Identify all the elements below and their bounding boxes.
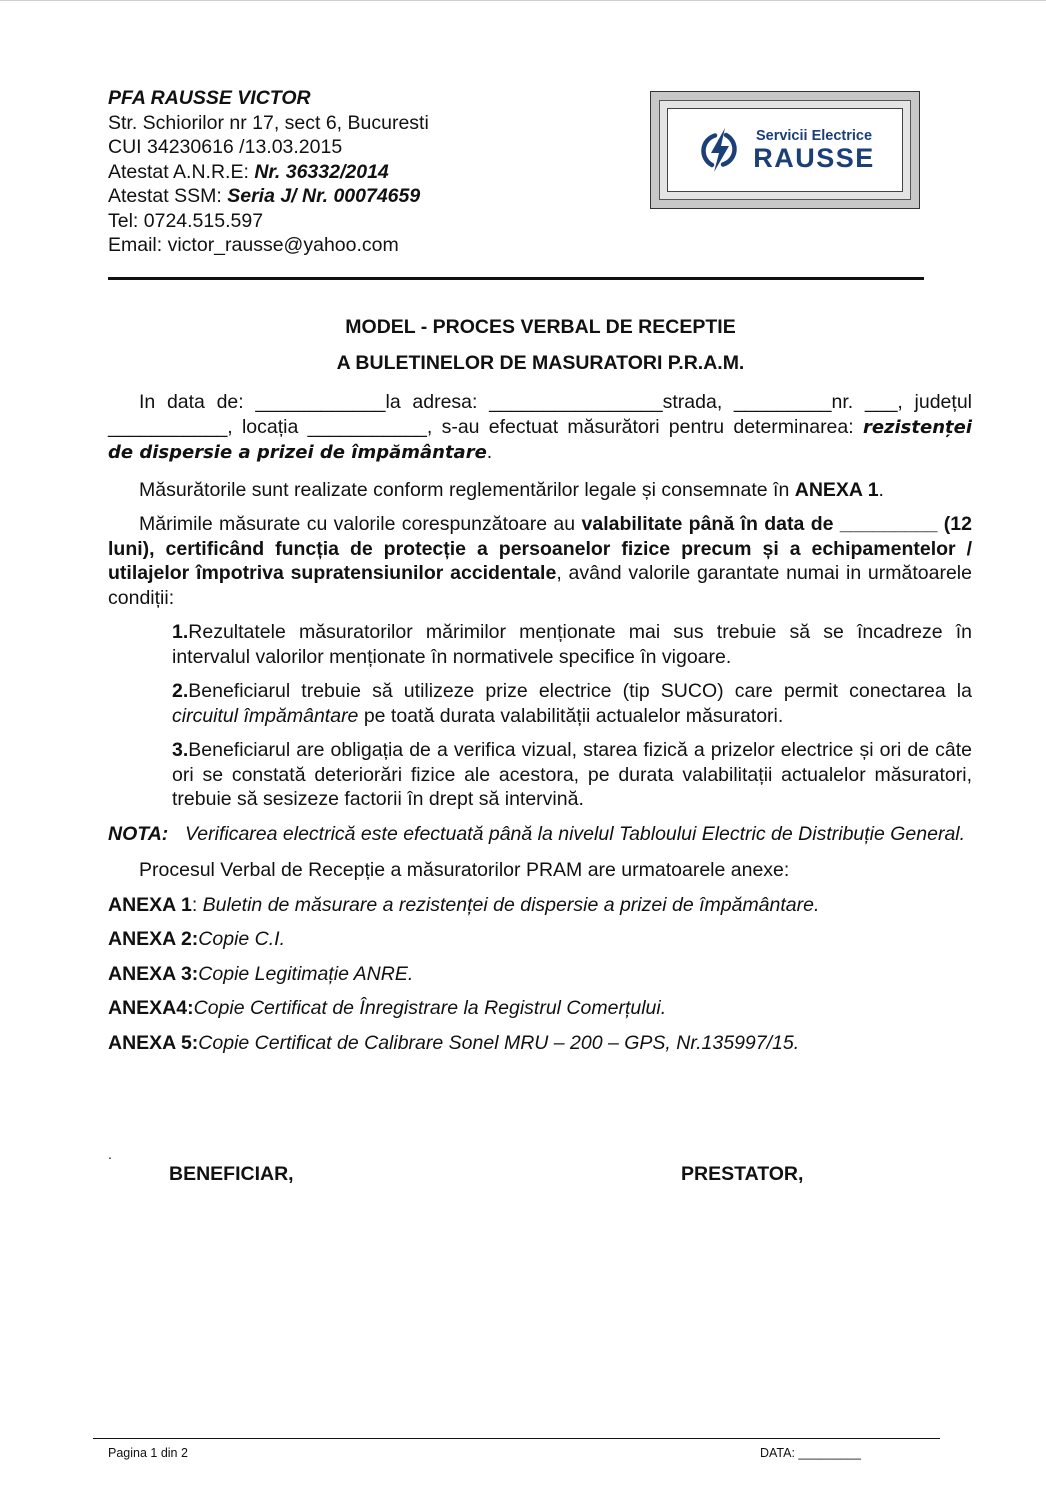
company-info — [108, 86, 429, 258]
note — [108, 822, 972, 847]
paragraph-validity: Mărimile măsurate cu valorile corespunzătoare au valabilitate până în data de _________ (12 luni), certificând funcția de protecție a persoanelor fizice precum și a echipamentelor / utilajelor împotriva supratensiunilor accidentale, având valorile garantate numai in următoarele condiții: — [108, 513, 972, 609]
annexes-intro: Procesul Verbal de Recepție a măsuratorilor PRAM are urmatoarele anexe: — [139, 859, 790, 881]
ssm-label: Atestat SSM: — [108, 185, 228, 207]
ssm-certificate — [108, 184, 429, 209]
paragraph-regulations: Măsurătorile sunt realizate conform reglementărilor legale și consemnate în ANEXA 1. — [139, 478, 884, 501]
note-text: Verificarea electrică este efectuată până la nivelul Tabloului Electric de Distribuție General. — [185, 822, 966, 845]
footer-divider — [93, 1438, 940, 1439]
lightning-bolt-icon — [695, 126, 743, 174]
company-logo — [650, 91, 920, 209]
anre-certificate — [108, 160, 429, 185]
measurement-subject: rezistenței de dispersie a prizei de împământare — [108, 416, 972, 463]
paragraph-location: In data de: ____________la adresa: ________________strada, _________nr. ___, județul ___________, locația ___________, s-au efectuat măsurători pentru determinarea: rezistenței de dispersie a prizei de împământare. — [108, 391, 972, 463]
condition-item: 2.Beneficiarul trebuie să utilizeze prize electrice (tip SUCO) care permit conectarea la circuitul împământare pe toată durata valabilității actualelor măsuratori. — [172, 680, 972, 727]
ssm-number: Seria J/ Nr. 00074659 — [227, 185, 421, 207]
annex-item: ANEXA 3:Copie Legitimație ANRE. — [108, 962, 414, 985]
page-number: Pagina 1 din 2 — [108, 1446, 188, 1460]
document-title-line-2: A BULETINELOR DE MASURATORI P.R.A.M. — [336, 352, 745, 374]
company-email: Email: victor_rausse@yahoo.com — [108, 234, 399, 256]
stray-dot: . — [108, 1146, 112, 1162]
provider-signature-label: PRESTATOR, — [681, 1163, 804, 1185]
condition-item: 1.Rezultatele măsuratorilor mărimilor menționate mai sus trebuie să se încadreze în intervalul valorilor menționate în normativele specifice în vigoare. — [172, 621, 972, 668]
anre-number: Nr. 36332/2014 — [254, 160, 389, 183]
annex-item: ANEXA 2:Copie C.I. — [108, 928, 285, 950]
company-address: Str. Schiorilor nr 17, sect 6, Bucuresti — [108, 111, 429, 134]
footer-date: DATA: _________ — [760, 1446, 861, 1460]
company-cui: CUI 34230616 /13.03.2015 — [108, 136, 343, 158]
annex-item: ANEXA 5:Copie Certificat de Calibrare Sonel MRU – 200 – GPS, Nr.135997/15. — [108, 1031, 800, 1054]
beneficiary-signature-label: BENEFICIAR, — [169, 1163, 294, 1185]
document-title-line-1: MODEL - PROCES VERBAL DE RECEPTIE — [345, 316, 736, 338]
note-label: NOTA: — [108, 822, 169, 845]
annex-item: ANEXA 1: Buletin de măsurare a rezistenței de dispersie a prizei de împământare. — [108, 893, 820, 916]
document-body — [108, 390, 972, 1065]
anre-label: Atestat A.N.R.E: — [108, 160, 255, 183]
annex-reference: ANEXA 1 — [794, 478, 879, 501]
validity-statement: valabilitate până în data de _________ (12 luni), certificând funcția de protecție a persoanelor fizice precum și a echipamentelor / utilajelor împotriva supratensiunilor accidentale — [108, 513, 972, 584]
condition-item: 3.Beneficiarul are obligația de a verifica vizual, starea fizică a prizelor electrice și ori de câte ori se constată deteriorări fizice ale acestora, pe durata valabilitații actualelor măsuratori, trebuie să sesizeze factorii în drept să intervină. — [172, 739, 972, 810]
company-name: PFA RAUSSE VICTOR — [108, 87, 311, 109]
logo-brand: RAUSSE — [753, 143, 875, 173]
company-phone: Tel: 0724.515.597 — [108, 209, 264, 232]
logo-subtitle: Servicii Electrice — [755, 128, 873, 144]
top-edge-line — [0, 0, 1046, 1]
header-divider — [108, 277, 924, 280]
annex-item: ANEXA4:Copie Certificat de Înregistrare la Registrul Comerțului. — [108, 997, 667, 1019]
